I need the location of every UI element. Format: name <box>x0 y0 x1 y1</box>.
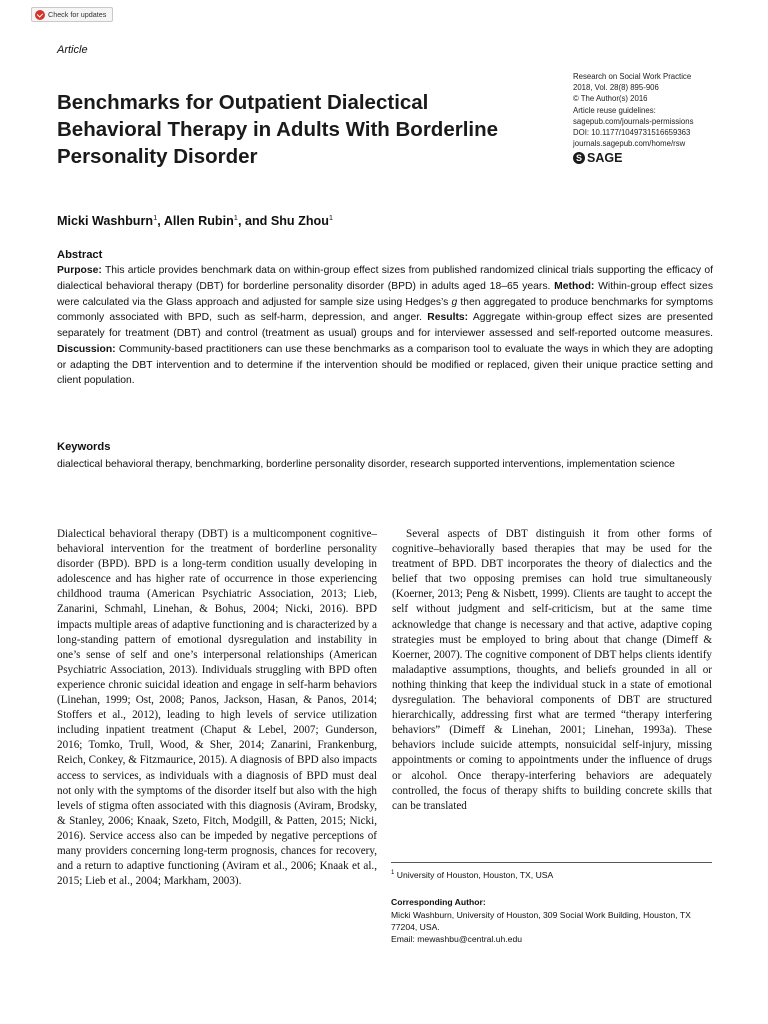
author-affiliation-mark: 1 <box>328 213 334 222</box>
hedges-g: g <box>451 296 458 308</box>
results-text: Aggregate within-group effect sizes are presented separately for treatment (DBT) and control (treatment as usual) groups and for interviewer assessed and self-reported outcome measures. <box>57 312 714 339</box>
author-name: Shu Zhou <box>270 214 329 229</box>
author-list <box>57 213 333 228</box>
article-title: Benchmarks for Outpatient Dialectical Behavioral Therapy in Adults With Borderline Personality Disorder <box>57 91 499 168</box>
corresponding-author-heading: Corresponding Author: <box>391 897 486 907</box>
method-label: Method: <box>554 280 595 292</box>
author-name: Allen Rubin <box>163 214 234 229</box>
affiliation-mark: 1 <box>391 870 395 877</box>
sage-logo-icon: S <box>573 152 585 164</box>
author-name: Micki Washburn <box>57 214 154 229</box>
abstract-body <box>57 263 713 389</box>
journal-home-link[interactable]: journals.sagepub.com/home/rsw <box>573 139 686 149</box>
copyright: © The Author(s) 2016 <box>573 94 648 104</box>
article-type-label: Article <box>57 44 88 56</box>
journal-name: Research on Social Work Practice <box>573 72 692 81</box>
purpose-text: This article provides benchmark data on within-group effect sizes from published randomized clinical trials supporting the efficacy of dialectical behavioral therapy (DBT) for borderline personality disorder (BPD) in adults aged 18–65 years. <box>57 265 713 292</box>
body-column-right <box>392 527 712 814</box>
footnote-divider <box>391 862 712 863</box>
corresponding-author-address: Micki Washburn, University of Houston, 309 Social Work Building, Houston, TX 77204, USA. <box>391 910 691 932</box>
method-text: Within-group effect sizes were calculated via the Glass approach and adjusted for sample size using Hedges’s <box>57 280 713 308</box>
keywords-list: dialectical behavioral therapy, benchmarking, borderline personality disorder, research supported interventions, implementation science <box>57 459 675 470</box>
author-separator: , <box>157 214 164 229</box>
keywords-heading: Keywords <box>57 441 111 453</box>
check-for-updates-label: Check for updates <box>48 10 107 19</box>
author-affiliation-mark: 1 <box>233 213 238 222</box>
journal-info <box>573 71 763 149</box>
permissions-link[interactable]: sagepub.com/journals-permissions <box>573 116 694 126</box>
affiliation-text: University of Houston, Houston, TX, USA <box>396 870 554 880</box>
author-separator: , and <box>237 214 271 229</box>
body-paragraph: Several aspects of DBT distinguish it from other forms of cognitive–behaviorally based therapies that may be used for the treatment of BPD. DBT incorporates the theory of dialectics and the belief that two opposing premises can hold true simultaneously (Koerner, 2013; Peng & Nisbett, 1999). Clients are taught to accept the self without judgment and self-criticism, but at the same time acknowledge that change is necessary and that active, adaptive coping strategies must be employed to bring about that change (Dimeff & Koerner, 2007). The cognitive component of DBT helps clients identify maladaptive assumptions, thoughts, and beliefs grounded in all or nothing thinking that keep the individual stuck in a state of emotional dysregulation. The behavioral components of DBT are structured hierarchically, addressing first what are termed “therapy interfering behaviors” (Dimeff & Linehan, 2001; Linehan, 1993a). These behaviors include suicide attempts, nonsuicidal self-injury, missing appointments or coming to appointments under the influence of drugs or alcohol. Once therapy-interfering behaviors are adequately controlled, the focus of therapy shifts to building concrete skills that can be translated <box>392 528 712 812</box>
author-affiliation-mark: 1 <box>153 213 158 222</box>
check-updates-icon <box>35 10 45 20</box>
corresponding-author-details <box>391 909 716 945</box>
doi[interactable]: DOI: 10.1177/1049731516659363 <box>573 128 691 138</box>
body-column-left <box>57 527 377 889</box>
affiliation-footnote <box>391 870 553 880</box>
publisher-logo <box>573 151 622 165</box>
discussion-text: Community-based practitioners can use these benchmarks as a comparison tool to evaluate the ways in which they are adopting or adapting the DBT intervention and to determine if the intervention should be modified or replaced, given their unique practice setting and client population. <box>57 343 713 387</box>
method-text-cont: then aggregated to produce benchmarks for symptoms commonly associated with BPD, such as self-harm, depression, and anger. <box>57 296 714 324</box>
publisher-name: SAGE <box>587 151 623 165</box>
body-paragraph: Dialectical behavioral therapy (DBT) is a multicomponent cognitive–behavioral intervention for the treatment of borderline personality disorder (BPD). BPD is a long-term condition usually developing in adolescence and has higher rate of occurrence in those experiencing childhood trauma (American Psychiatric Association, 2013; Lieb, Zanarini, Schmahl, Linehan, & Bohus, 2004; Nicki, 2016). BPD impacts multiple areas of adaptive functioning and is characterized by a long-standing pattern of emotional dysregulation and instability in one’s sense of self and one’s interpersonal relationships (American Psychiatric Association, 2013). Individuals struggling with BPD often experience chronic suicidal ideation and engage in self-harm behaviors (Linehan, 1999; Ost, 2008; Panos, Jackson, Hasan, & Panos, 2014; Stoffers et al., 2012), leading to high levels of service utilization including inpatient treatment (Chaput & Lebel, 2007; Gunderson, 2016; Tomko, Trull, Wood, & Sher, 2014; Zanarini, Frankenburg, Reich, Conkey, & Fitzmaurice, 2015). A diagnosis of BPD also impacts access to services, as individuals with a diagnosis of BPD must deal not only with the symptoms of the disorder itself but also with the high levels of stigma often associated with this diagnosis (Aviram, Brodsky, & Stanley, 2006; Knaak, Szeto, Fitch, Modgill, & Patten, 2015; Nicki, 2016). Service access also can be impeded by negative perceptions of many providers concerning long-term prognosis, chances for recovery, and a return to adaptive functioning (Aviram et al., 2006; Knaak et al., 2015; Lieb et al., 2004; Markham, 2003). <box>57 528 377 888</box>
purpose-label: Purpose: <box>57 265 102 276</box>
discussion-label: Discussion: <box>57 343 116 355</box>
check-for-updates-badge[interactable] <box>31 7 113 22</box>
corresponding-author-email[interactable]: Email: mewashbu@central.uh.edu <box>391 934 523 944</box>
abstract-heading: Abstract <box>57 249 103 261</box>
reuse-guidelines-label: Article reuse guidelines: <box>573 105 656 115</box>
results-label: Results: <box>427 312 469 324</box>
journal-volume: 2018, Vol. 28(8) 895-906 <box>573 83 659 93</box>
